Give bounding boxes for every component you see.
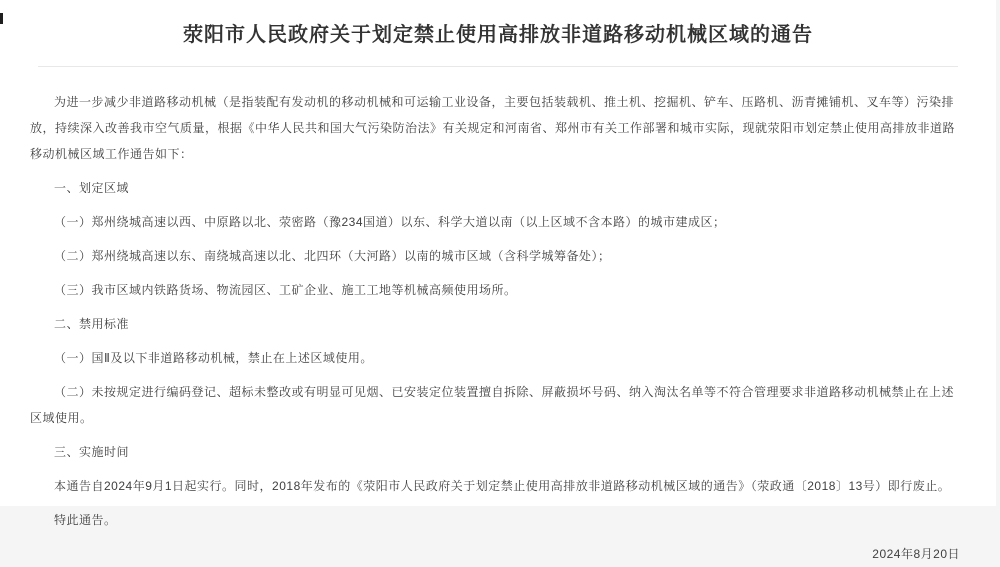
section-2-item-1: （一）国Ⅱ及以下非道路移动机械，禁止在上述区域使用。 [54, 351, 373, 365]
section-1-item-3: （三）我市区域内铁路货场、物流园区、工矿企业、施工工地等机械高频使用场所。 [54, 283, 517, 297]
section-1-item-1: （一）郑州绕城高速以西、中原路以北、荥密路（豫234国道）以东、科学大道以南（以上区域不含本路）的城市建成区； [54, 215, 726, 229]
screen-edge-artifact [0, 13, 3, 24]
section-3-heading: 三、实施时间 [54, 445, 130, 459]
section-2-heading: 二、禁用标准 [54, 317, 130, 331]
section-1-item-2: （二）郑州绕城高速以东、南绕城高速以北、北四环（大河路）以南的城市区域（含科学城筹备处）； [54, 249, 611, 263]
section-3-item-1: 本通告自2024年9月1日起实行。同时，2018年发布的《荥阳市人民政府关于划定禁止使用高排放非道路移动机械区域的通告》（荥政通〔2018〕13号）即行废止。 [54, 479, 951, 493]
closing-line: 特此通告。 [54, 513, 117, 527]
section-2-item-2: （二）未按规定进行编码登记、超标未整改或有明显可见烟、已安装定位装置擅自拆除、屏蔽损坏号码、纳入淘汰名单等不符合管理要求非道路移动机械禁止在上述区域使用。 [30, 385, 955, 425]
date-line: 2024年8月20日 [872, 547, 960, 561]
intro-paragraph: 为进一步减少非道路移动机械（是指装配有发动机的移动机械和可运输工业设备，主要包括装载机、推土机、挖掘机、铲车、压路机、沥青摊铺机、叉车等）污染排放，持续深入改善我市空气质量，根据《中华人民共和国大气污染防治法》有关规定和河南省、郑州市有关工作部署和城市实际，现就荥阳市划定禁止使用高排放非道路移动机械区域工作通告如下： [30, 95, 956, 161]
page-title: 荥阳市人民政府关于划定禁止使用高排放非道路移动机械区域的通告 [183, 24, 813, 46]
notice-body [30, 67, 966, 567]
section-1-heading: 一、划定区域 [54, 181, 130, 195]
